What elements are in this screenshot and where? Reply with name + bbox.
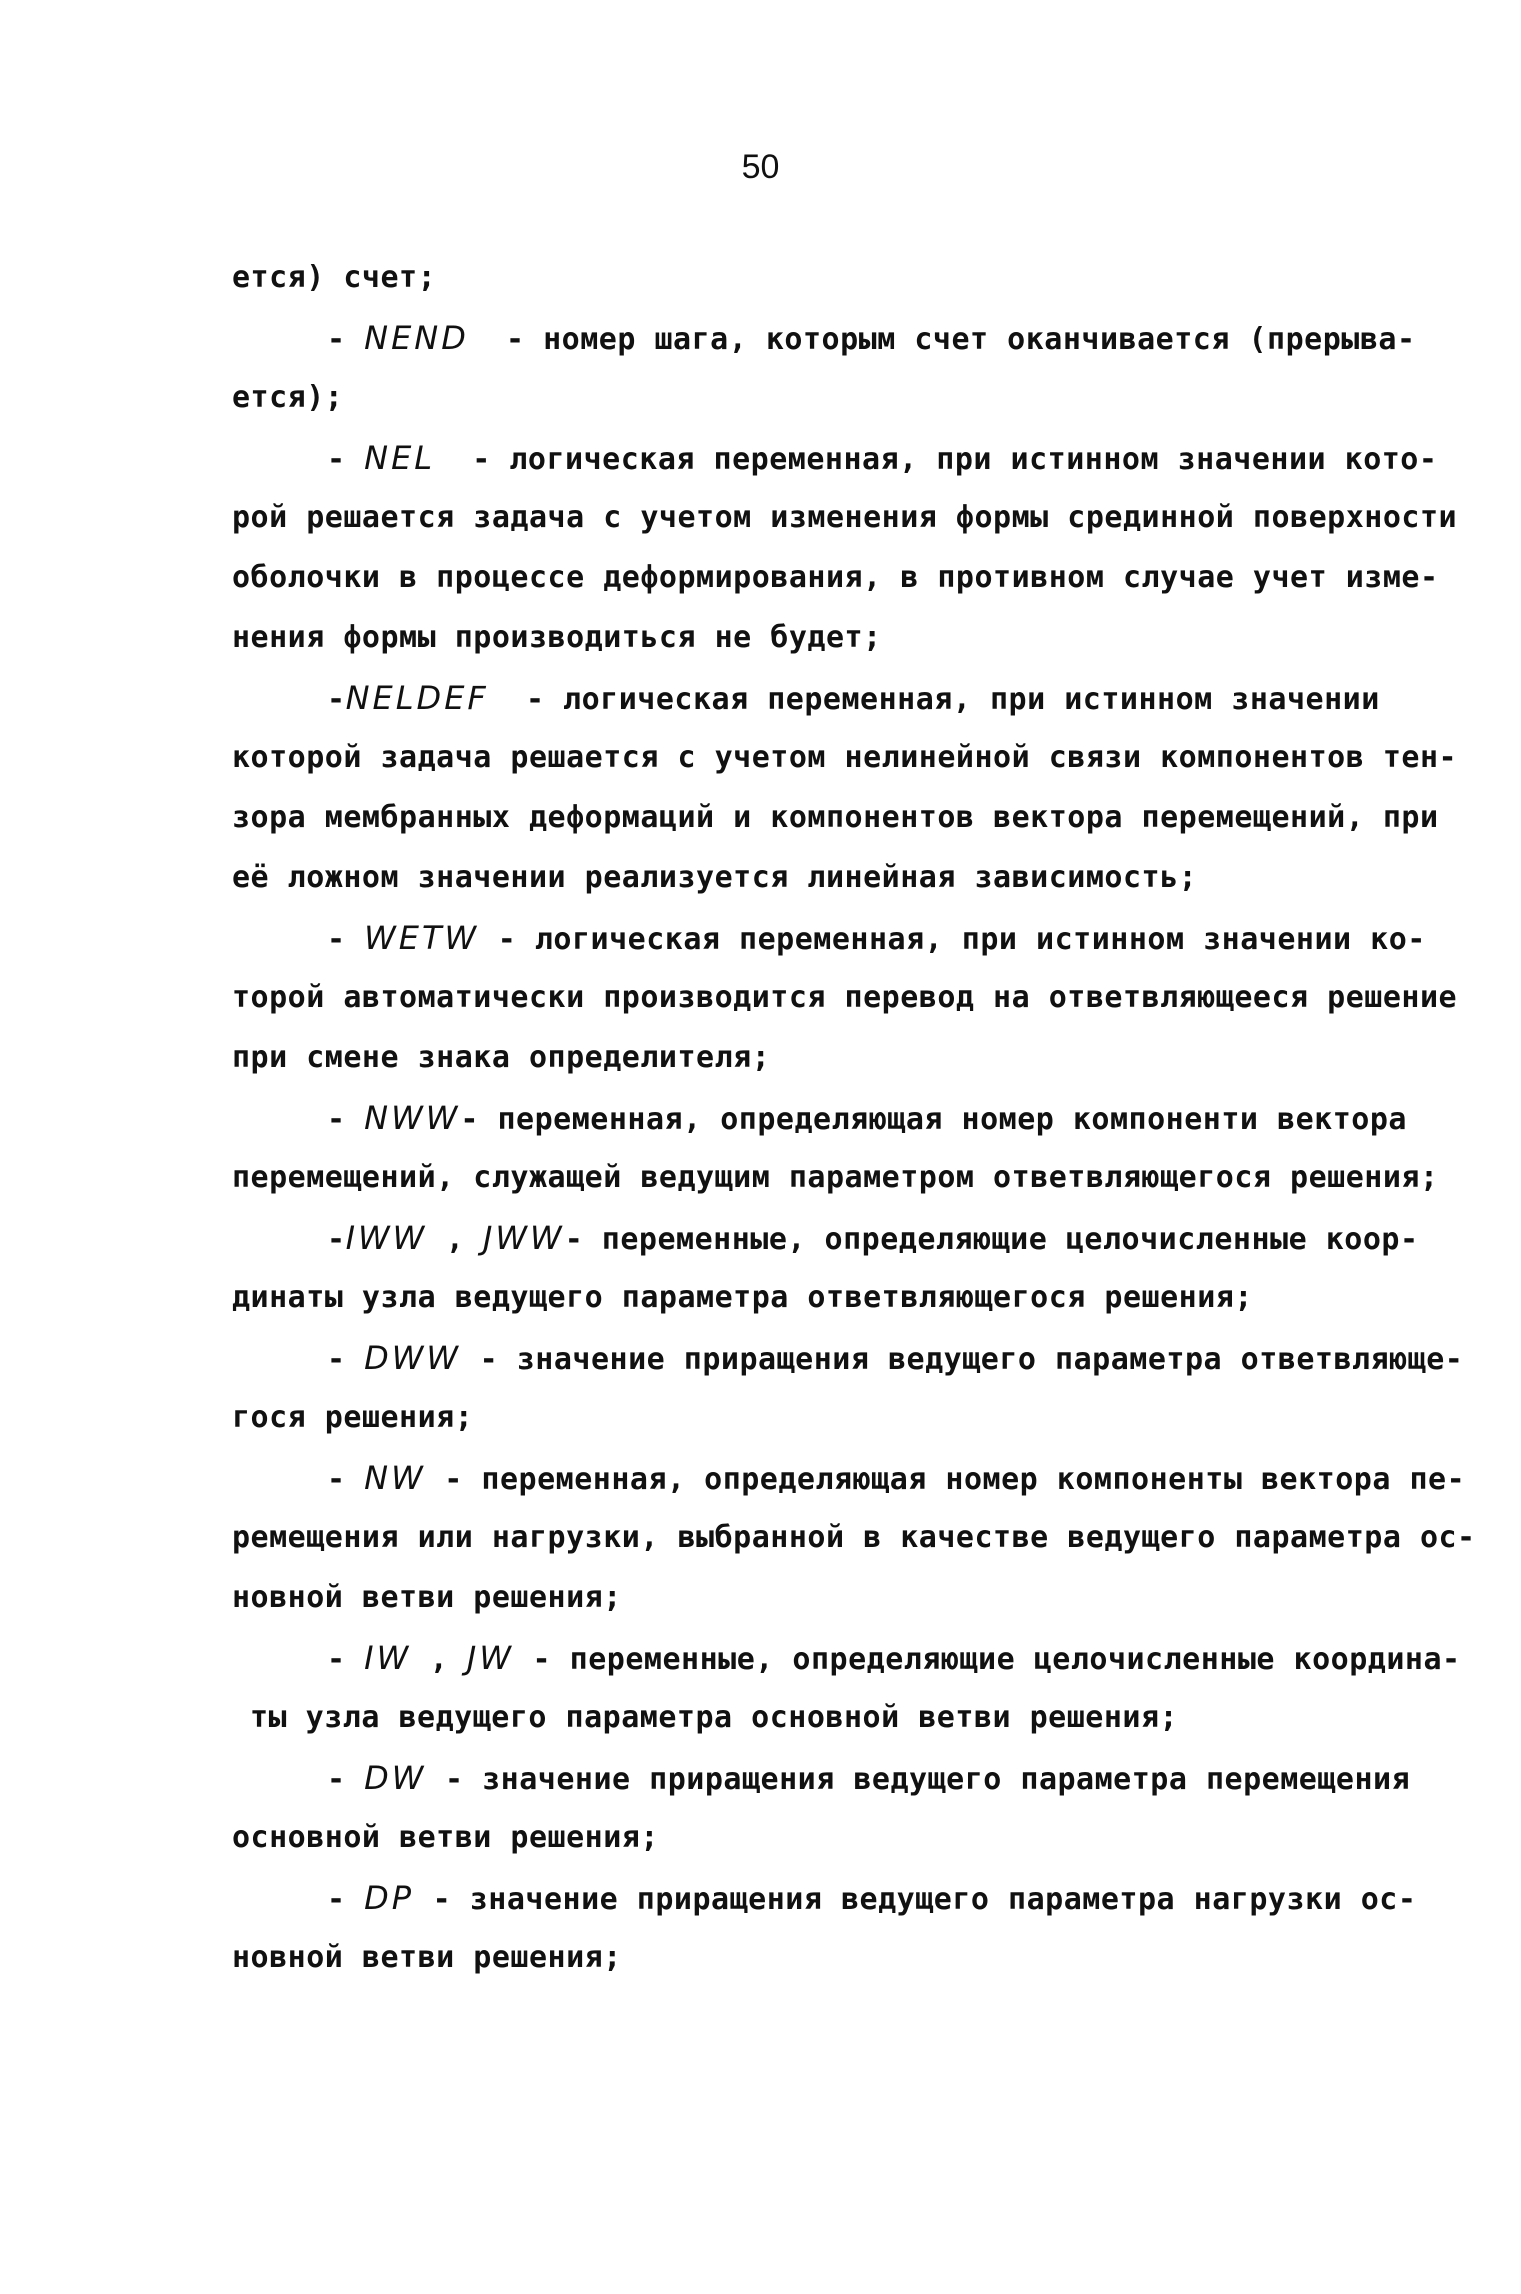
var-nend: NEND xyxy=(364,319,469,357)
text-line: - значение приращения ведущего параметра нагрузки ос- xyxy=(432,1882,1417,1917)
definition-nend: - NEND - номер шага, которым счет оканчивается (прерыва- xyxy=(327,319,1416,357)
text-line: - переменные, определяющие целочисленные коор- xyxy=(564,1222,1419,1257)
text-line: нения формы производиться не будет; xyxy=(232,620,882,655)
var-dp: DP xyxy=(364,1879,415,1917)
text-line: - значение приращения ведущего параметра ответвляюще- xyxy=(479,1342,1464,1377)
var-iww: IWW xyxy=(345,1219,428,1257)
definition-dp: - DP - значение приращения ведущего параметра нагрузки ос- xyxy=(327,1879,1417,1917)
text-line: которой задача решается с учетом нелинейной связи компонентов тен- xyxy=(232,740,1458,775)
definition-nw: - NW - переменная, определяющая номер компоненты вектора пе- xyxy=(327,1459,1466,1497)
definition-wetw: - WETW - логическая переменная, при истинном значении ко- xyxy=(327,919,1426,957)
text-line: при смене знака определителя; xyxy=(232,1040,771,1075)
var-jww: JWW xyxy=(482,1219,565,1257)
var-dww: DWW xyxy=(364,1339,462,1377)
var-iw: IW xyxy=(364,1639,412,1677)
definition-iww-jww: -IWW , JWW- переменные, определяющие целочисленные коор- xyxy=(327,1219,1419,1257)
definition-dww: - DWW - значение приращения ведущего параметра ответвляюще- xyxy=(327,1339,1464,1377)
text-line: новной ветви решения; xyxy=(232,1580,622,1615)
var-nw: NW xyxy=(364,1459,426,1497)
var-wetw: WETW xyxy=(364,919,480,957)
text-line: - логическая переменная, при истинном значении кото- xyxy=(472,442,1438,477)
text-line: перемещений, служащей ведущим параметром ответвляющегося решения; xyxy=(232,1160,1439,1195)
text-line: - значение приращения ведущего параметра перемещения xyxy=(444,1762,1411,1797)
definition-nww: - NWW- переменная, определяющая номер компоненти вектора xyxy=(327,1099,1407,1137)
var-neldef: NELDEF xyxy=(345,679,489,717)
text-line: ремещения или нагрузки, выбранной в качестве ведущего параметра ос- xyxy=(232,1520,1476,1555)
text-line: гося решения; xyxy=(232,1400,474,1435)
text-line: - переменная, определяющая номер компоненти вектора xyxy=(460,1102,1407,1137)
text-line: - логическая переменная, при истинном значении ко- xyxy=(497,922,1426,957)
text-line: динаты узла ведущего параметра ответвляющегося решения; xyxy=(232,1280,1253,1315)
var-nww: NWW xyxy=(364,1099,461,1137)
text-line: оболочки в процессе деформирования, в противном случае учет изме- xyxy=(232,560,1439,595)
definition-iw-jw: - IW , JW - переменные, определяющие целочисленные координа- xyxy=(327,1639,1461,1677)
text-line: - переменные, определяющие целочисленные координа- xyxy=(532,1642,1461,1677)
text-line: ется) счет; xyxy=(232,260,437,295)
text-line: - логическая переменная, при истинном значении xyxy=(525,682,1380,717)
definition-dw: - DW - значение приращения ведущего параметра перемещения xyxy=(327,1759,1411,1797)
definition-nel: - NEL - логическая переменная, при истинном значении кото- xyxy=(327,439,1438,477)
text-line: торой автоматически производится перевод на ответвляющееся решение xyxy=(232,980,1458,1015)
var-nel: NEL xyxy=(364,439,436,477)
text-line: основной ветви решения; xyxy=(232,1820,659,1855)
definition-neldef: -NELDEF - логическая переменная, при истинном значении xyxy=(327,679,1380,717)
page-number: 50 xyxy=(741,148,780,186)
text-line: ты узла ведущего параметра основной ветви решения; xyxy=(250,1700,1179,1735)
text-line: новной ветви решения; xyxy=(232,1940,622,1975)
text-line: ется); xyxy=(232,380,344,415)
text-line: рой решается задача с учетом изменения формы срединной поверхности xyxy=(232,500,1458,535)
text-line: зора мембранных деформаций и компонентов вектора перемещений, при xyxy=(232,800,1439,835)
var-jw: JW xyxy=(466,1639,514,1677)
var-dw: DW xyxy=(364,1759,427,1797)
text-line: её ложном значении реализуется линейная зависимость; xyxy=(232,860,1198,895)
text-line: - номер шага, которым счет оканчивается (прерыва- xyxy=(505,322,1416,357)
text-line: - переменная, определяющая номер компоненты вектора пе- xyxy=(444,1462,1466,1497)
